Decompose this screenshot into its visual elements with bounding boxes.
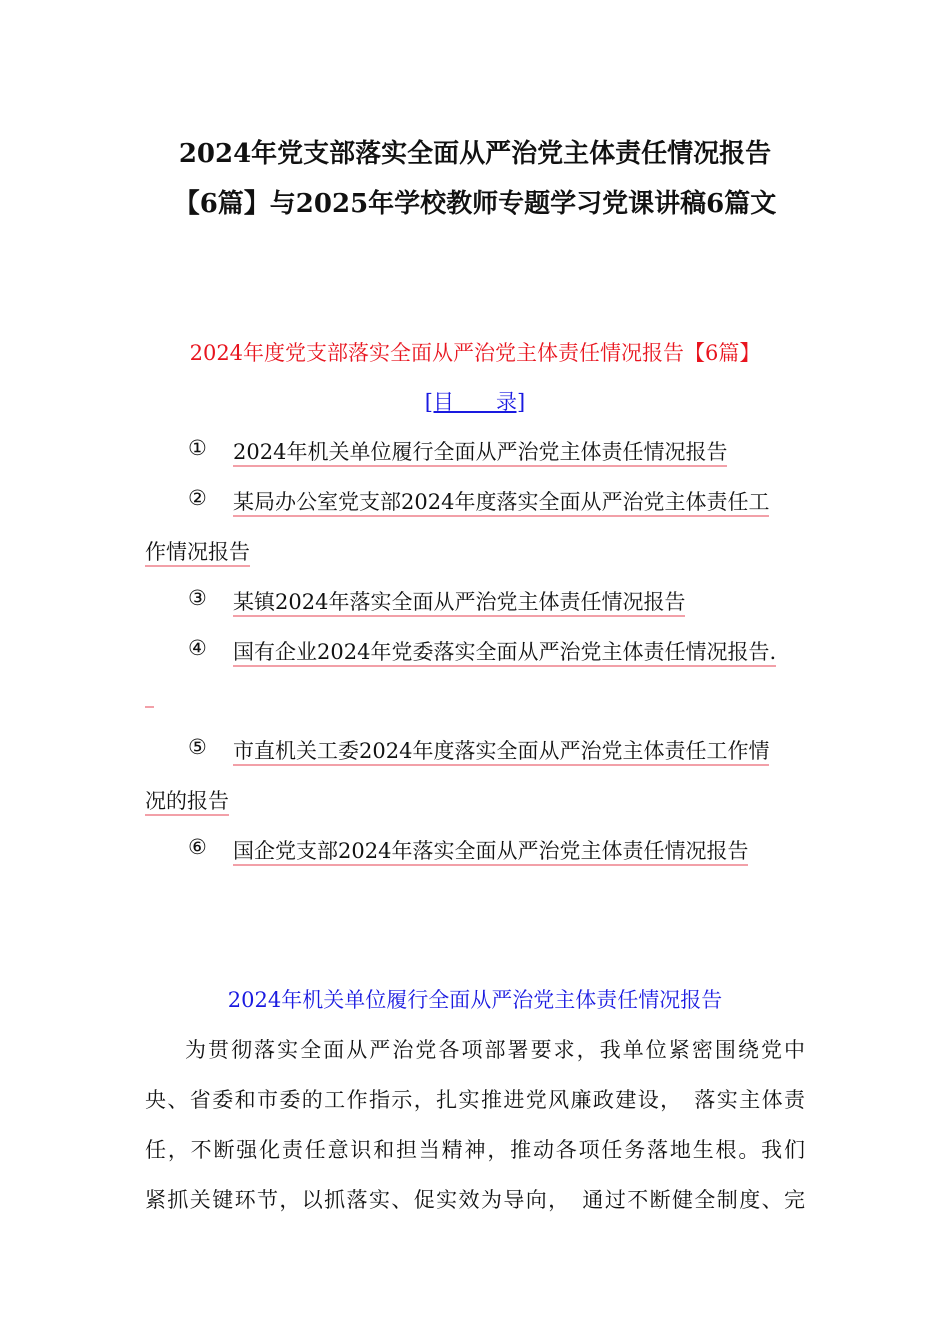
toc-item-5-cont[interactable] xyxy=(145,785,229,815)
article-title: 2024年机关单位履行全面从严治党主体责任情况报告 xyxy=(227,988,723,1012)
toc-link[interactable]: 况的报告 xyxy=(145,789,229,816)
section-heading: 2024年度党支部落实全面从严治党主体责任情况报告【6篇】 xyxy=(189,341,761,365)
link-underline-fragment xyxy=(145,706,154,708)
toc-number: ① xyxy=(188,436,207,460)
toc-number: ③ xyxy=(188,586,207,610)
document-title-line-2: 【6篇】与2025年学校教师专题学习党课讲稿6篇文 xyxy=(173,189,777,219)
toc-item-2-cont[interactable] xyxy=(145,536,250,566)
toc-number: ② xyxy=(188,486,207,510)
body-line: 紧抓关键环节，以抓落实、促实效为导向， 通过不断健全制度、完 xyxy=(145,1188,805,1212)
body-line: 为贯彻落实全面从严治党各项部署要求，我单位紧密围绕党中 xyxy=(185,1038,805,1062)
toc-item-3[interactable] xyxy=(145,586,845,616)
toc-link[interactable]: 市直机关工委2024年度落实全面从严治党主体责任工作情 xyxy=(233,739,769,766)
body-line: 央、省委和市委的工作指示，扎实推进党风廉政建设， 落实主体责 xyxy=(145,1088,805,1112)
toc-link[interactable]: 作情况报告 xyxy=(145,540,250,567)
toc-link[interactable]: [目 录] xyxy=(424,390,526,414)
toc-number: ④ xyxy=(188,636,207,660)
toc-item-5[interactable] xyxy=(145,735,845,765)
toc-item-1[interactable] xyxy=(145,436,845,466)
toc-link[interactable]: 国企党支部2024年落实全面从严治党主体责任情况报告 xyxy=(233,839,748,866)
toc-item-6[interactable] xyxy=(145,835,845,865)
toc-number: ⑥ xyxy=(188,835,207,859)
toc-link[interactable]: 2024年机关单位履行全面从严治党主体责任情况报告 xyxy=(233,440,727,467)
toc-label[interactable] xyxy=(0,386,950,416)
toc-link[interactable]: 国有企业2024年党委落实全面从严治党主体责任情况报告. xyxy=(233,640,776,667)
toc-link[interactable]: 某局办公室党支部2024年度落实全面从严治党主体责任工 xyxy=(233,490,769,517)
toc-link[interactable]: 某镇2024年落实全面从严治党主体责任情况报告 xyxy=(233,590,685,617)
toc-item-4[interactable] xyxy=(145,636,845,666)
document-title-line-1: 2024年党支部落实全面从严治党主体责任情况报告 xyxy=(178,139,772,169)
toc-number: ⑤ xyxy=(188,735,207,759)
toc-item-2[interactable] xyxy=(145,486,845,516)
body-line: 任，不断强化责任意识和担当精神，推动各项任务落地生根。我们 xyxy=(145,1138,805,1162)
